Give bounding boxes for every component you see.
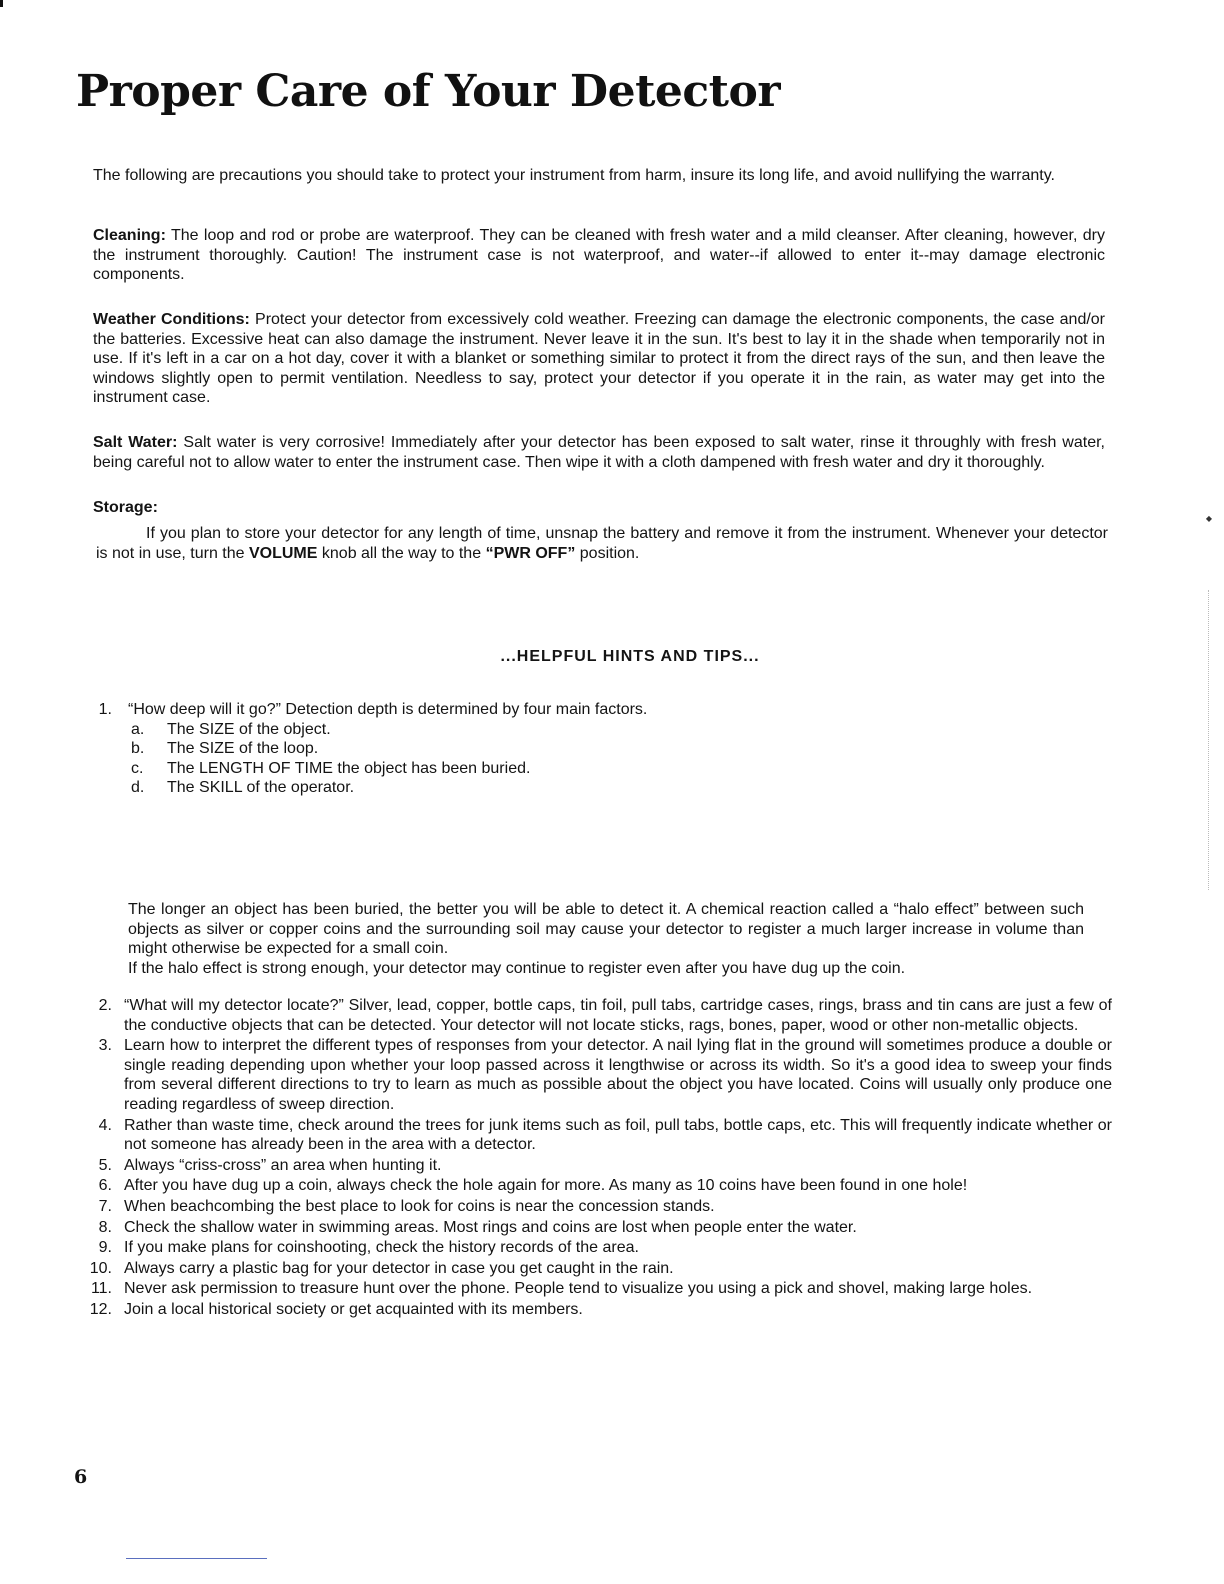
storage-text-c: position. — [579, 544, 640, 562]
list-item — [72, 1259, 1112, 1279]
page-number: 6 — [74, 1466, 88, 1488]
pwr-off-label: “PWR OFF” — [485, 544, 576, 562]
volume-knob-label: VOLUME — [248, 544, 318, 562]
intro-paragraph: The following are precautions you should take to protect your instrument from harm, insure its long life, and avoid nullifying the warranty. — [93, 167, 1055, 184]
storage-text-a: If you plan to store your detector for any length of time, unsnap the battery and remove it from the instrument. Whenever your detector is not in use, turn the — [96, 525, 1108, 562]
list-text: Join a local historical society or get acquainted with its members. — [124, 1300, 583, 1318]
list-item — [72, 1238, 1112, 1258]
list-item — [72, 1116, 1112, 1155]
list-item — [72, 1036, 1112, 1114]
list-number: 8. — [98, 1218, 112, 1236]
factor-text: The SIZE of the loop. — [167, 740, 319, 758]
scan-corner-mark — [0, 0, 3, 7]
list-number: 4. — [98, 1116, 112, 1134]
page-title: Proper Care of Your Detector — [76, 66, 781, 117]
factor-item — [72, 739, 1112, 759]
factor-text: The SKILL of the operator. — [167, 779, 355, 797]
list-item — [72, 700, 1112, 720]
list-item — [72, 1300, 1112, 1320]
list-item — [72, 996, 1112, 1035]
factor-letter: d. — [131, 779, 145, 797]
list-number: 7. — [98, 1197, 112, 1215]
list-item — [72, 1279, 1112, 1299]
factor-letter: a. — [131, 720, 145, 738]
list-item — [72, 1197, 1112, 1217]
list-number: 12. — [89, 1300, 112, 1318]
hints-list — [72, 996, 1112, 1321]
list-text: Never ask permission to treasure hunt over the phone. People tend to visualize you using a pick and shovel, making large holes. — [124, 1280, 1033, 1298]
salt-water-text: Salt water is very corrosive! Immediately after your detector has been exposed to salt water, rinse it throughly with fresh water, being careful not to allow water to enter the instrument case. Then wipe it with a cloth dampened with fresh water and dry it thoroughly. — [93, 434, 1105, 471]
halo-text-1: The longer an object has been buried, the better you will be able to detect it. A chemical reaction called a “halo effect” between such objects as silver or copper coins and the surrounding soil may cause your detector to register a much larger increase in volume than might otherwise be expected for a small coin. — [128, 901, 1084, 958]
cleaning-text: The loop and rod or probe are waterproof. They can be cleaned with fresh water and a mild cleanser. After cleaning, however, dry the instrument thoroughly. Caution! The instrument case is not waterproof, and water--if allowed to enter it--may damage electronic components. — [93, 227, 1106, 284]
list-text: If you make plans for coinshooting, check the history records of the area. — [124, 1239, 639, 1257]
list-text: Rather than waste time, check around the trees for junk items such as foil, pull tabs, bottle caps, etc. This will frequently indicate whether or not someone has already been in the area with a detector. — [124, 1116, 1112, 1154]
weather-label: Weather Conditions: — [93, 311, 250, 328]
list-text: Always “criss-cross” an area when hunting it. — [124, 1156, 442, 1174]
list-text: “How deep will it go?” Detection depth is determined by four main factors. — [128, 701, 648, 718]
list-number: 1. — [98, 701, 112, 718]
list-number: 5. — [98, 1156, 112, 1174]
list-text: “What will my detector locate?” Silver, lead, copper, bottle caps, tin foil, pull tabs, cartridge cases, rings, brass and tin cans are just a few of the conductive objects that can be detected. Your detector will not locate sticks, rags, bones, paper, wood or other non-metallic objects. — [124, 997, 1112, 1034]
cleaning-paragraph — [93, 226, 1105, 285]
list-number: 6. — [98, 1177, 112, 1195]
factor-letter: b. — [131, 740, 145, 758]
scan-edge-mark: ◆ — [1205, 514, 1212, 523]
cleaning-label: Cleaning: — [93, 227, 166, 244]
list-number: 9. — [98, 1239, 112, 1257]
scan-margin-dots — [1208, 590, 1210, 890]
storage-paragraph — [96, 524, 1108, 563]
list-number: 10. — [89, 1259, 112, 1277]
salt-water-label: Salt Water: — [93, 434, 178, 451]
storage-text-b: knob all the way to the — [321, 544, 482, 562]
list-number: 2. — [98, 997, 112, 1014]
list-number: 11. — [90, 1280, 112, 1298]
factor-item — [72, 720, 1112, 740]
list-text: Check the shallow water in swimming areas. Most rings and coins are lost when people enter the water. — [124, 1218, 857, 1236]
list-text: When beachcombing the best place to look for coins is near the concession stands. — [124, 1197, 715, 1215]
list-item — [72, 1218, 1112, 1238]
factor-text: The SIZE of the object. — [167, 720, 331, 738]
list-number: 3. — [98, 1037, 112, 1055]
list-text: Learn how to interpret the different types of responses from your detector. A nail lying flat in the ground will sometimes produce a double or single reading depending upon whether your loop passed across it lengthwise or across its width. So it's a good idea to sweep your finds from several different directions to try to learn as much as possible about the object you have located. Coins will usually only produce one reading regardless of sweep direction. — [124, 1037, 1112, 1113]
factor-item — [72, 778, 1112, 798]
hints-heading: ...HELPFUL HINTS AND TIPS... — [500, 648, 760, 665]
salt-water-paragraph — [93, 433, 1105, 472]
list-text: Always carry a plastic bag for your detector in case you get caught in the rain. — [124, 1259, 674, 1277]
factor-text: The LENGTH OF TIME the object has been buried. — [167, 759, 531, 777]
list-text: After you have dug up a coin, always check the hole again for more. As many as 10 coins have been found in one hole! — [124, 1177, 968, 1195]
halo-text-2: If the halo effect is strong enough, your detector may continue to register even after you have dug up the coin. — [128, 959, 906, 977]
weather-text: Protect your detector from excessively cold weather. Freezing can damage the electronic components, the case and/or the batteries. Excessive heat can also damage the instrument. Never leave it in the sun. It's best to lay it in the shade when temporarily not in use. If it's left in a car on a hot day, cover it with a blanket or something similar to protect it from the direct rays of the sun, and then leave the windows slightly open to permit ventilation. Needless to say, protect your detector if you operate it in the rain, as water may get into the instrument case. — [93, 311, 1106, 407]
halo-effect-paragraph — [128, 900, 1084, 978]
list-item — [72, 1156, 1112, 1176]
weather-paragraph — [93, 310, 1105, 408]
storage-label: Storage: — [93, 499, 158, 516]
bottom-rule — [126, 1558, 267, 1559]
factor-item — [72, 759, 1112, 779]
list-item — [72, 1176, 1112, 1196]
hint-1 — [72, 700, 1112, 798]
factor-letter: c. — [131, 759, 144, 777]
